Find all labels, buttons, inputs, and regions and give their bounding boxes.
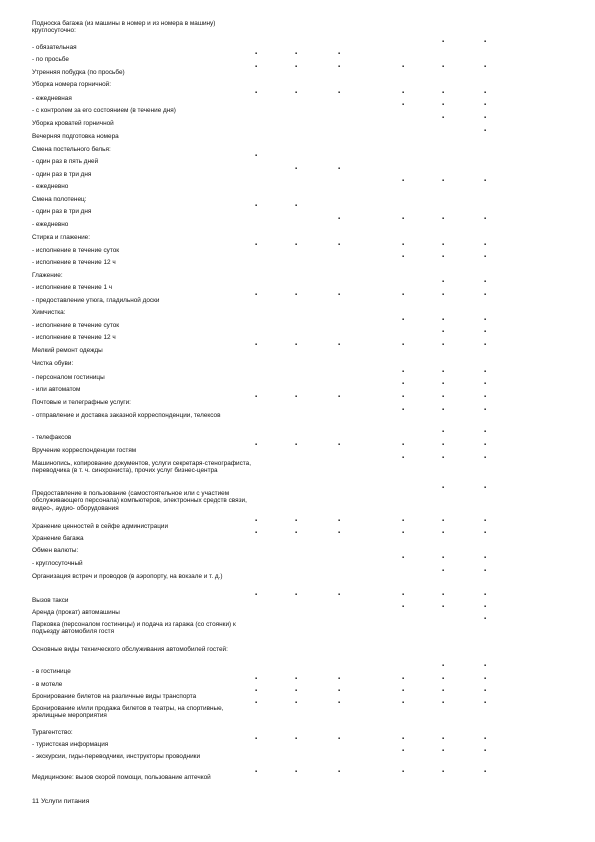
category-mark: ▪ [484, 369, 487, 375]
category-mark: ▪ [484, 381, 487, 387]
category-mark: ▪ [442, 292, 445, 298]
table-row [0, 279, 595, 295]
category-mark: ▪ [484, 242, 487, 248]
service-label: Глажение: [32, 272, 63, 279]
table-row [0, 115, 595, 131]
service-label: - по просьбе [32, 56, 69, 63]
category-mark: ▪ [338, 518, 341, 524]
category-mark: ▪ [295, 592, 298, 598]
table-row [0, 292, 595, 308]
table-row [0, 64, 595, 80]
service-label: - с контролем за его состоянием (в течение дня) [32, 107, 176, 114]
category-mark: ▪ [402, 676, 405, 682]
category-mark: ▪ [484, 90, 487, 96]
category-mark: ▪ [402, 455, 405, 461]
table-row [0, 736, 595, 752]
table-row [0, 309, 595, 320]
table-row [0, 688, 595, 704]
category-mark: ▪ [295, 394, 298, 400]
table-row [0, 381, 595, 397]
category-mark: ▪ [442, 700, 445, 706]
category-mark: ▪ [402, 604, 405, 610]
category-mark: ▪ [442, 407, 445, 413]
category-mark: ▪ [484, 178, 487, 184]
category-mark: ▪ [338, 394, 341, 400]
table-row [0, 90, 595, 106]
category-mark: ▪ [255, 90, 258, 96]
table-row [0, 39, 595, 55]
service-label: - в мотеле [32, 681, 63, 688]
service-label: - один раз в три дня [32, 208, 92, 215]
service-label: Парковка (персоналом гостиницы) и подача из гаража (со стоянки) к подъезду автомобиля гостя [32, 621, 236, 636]
category-mark: ▪ [255, 676, 258, 682]
category-mark: ▪ [442, 242, 445, 248]
table-row [0, 407, 595, 423]
service-label: - телефаксов [32, 434, 72, 441]
table-row [0, 700, 595, 720]
category-mark: ▪ [442, 592, 445, 598]
category-mark: ▪ [295, 442, 298, 448]
service-label: Турагентство: [32, 729, 73, 736]
service-label: Бронирование билетов на различные виды транспорта [32, 693, 197, 700]
service-label: Хранение ценностей в сейфе администрации [32, 523, 169, 530]
category-mark: ▪ [442, 317, 445, 323]
service-label: Организация встреч и проводов (в аэропорту, на вокзале и т. д.) [32, 573, 223, 580]
category-mark: ▪ [484, 128, 487, 134]
category-mark: ▪ [338, 736, 341, 742]
category-mark: ▪ [442, 485, 445, 491]
category-mark: ▪ [442, 429, 445, 435]
category-mark: ▪ [255, 442, 258, 448]
table-row [0, 272, 595, 283]
table-row [0, 530, 595, 546]
category-mark: ▪ [255, 530, 258, 536]
category-mark: ▪ [402, 555, 405, 561]
table-row [0, 592, 595, 608]
category-mark: ▪ [338, 530, 341, 536]
category-mark: ▪ [442, 568, 445, 574]
category-mark: ▪ [338, 216, 341, 222]
category-mark: ▪ [484, 700, 487, 706]
table-row [0, 663, 595, 679]
service-label: - исполнение в течение 1 ч [32, 284, 113, 291]
category-mark: ▪ [402, 442, 405, 448]
category-mark: ▪ [402, 736, 405, 742]
service-label: Предоставление в пользование (самостоятельное или с участием обслуживающего персонала) компьютеров, электронных средств связи, видео-, аудио- оборудования [32, 490, 247, 512]
category-mark: ▪ [484, 442, 487, 448]
category-mark: ▪ [338, 166, 341, 172]
category-mark: ▪ [295, 166, 298, 172]
category-mark: ▪ [442, 369, 445, 375]
service-label: Бронирование и/или продажа билетов в театры, на спортивные, зрелищные мероприятия [32, 705, 224, 720]
table-row [0, 216, 595, 232]
category-mark: ▪ [442, 442, 445, 448]
category-mark: ▪ [484, 530, 487, 536]
category-mark: ▪ [484, 518, 487, 524]
category-mark: ▪ [442, 688, 445, 694]
category-mark: ▪ [402, 64, 405, 70]
category-mark: ▪ [484, 485, 487, 491]
table-row [0, 748, 595, 764]
category-mark: ▪ [442, 748, 445, 754]
category-mark: ▪ [338, 676, 341, 682]
table-row [0, 369, 595, 385]
category-mark: ▪ [442, 676, 445, 682]
category-mark: ▪ [338, 90, 341, 96]
table-row [0, 317, 595, 333]
category-mark: ▪ [402, 292, 405, 298]
category-mark: ▪ [402, 317, 405, 323]
category-mark: ▪ [484, 568, 487, 574]
category-mark: ▪ [402, 178, 405, 184]
table-row [0, 196, 595, 207]
category-mark: ▪ [442, 178, 445, 184]
section-heading: 11 Услуги питания [32, 798, 90, 805]
category-mark: ▪ [255, 64, 258, 70]
service-label: Вызов такси [32, 597, 69, 604]
category-mark: ▪ [402, 688, 405, 694]
table-row [0, 254, 595, 270]
category-mark: ▪ [484, 329, 487, 335]
category-mark: ▪ [255, 592, 258, 598]
category-mark: ▪ [442, 381, 445, 387]
category-mark: ▪ [442, 90, 445, 96]
category-mark: ▪ [338, 64, 341, 70]
category-mark: ▪ [255, 153, 258, 159]
category-mark: ▪ [402, 102, 405, 108]
service-label: Смена полотенец: [32, 196, 87, 203]
service-label: Хранение багажа [32, 535, 84, 542]
category-mark: ▪ [484, 663, 487, 669]
service-label: Машинопись, копирование документов, услуги секретаря-стенографиста, переводчика (в т. ч. синхрониста), прочих услуг бизнес-центра [32, 460, 251, 475]
service-label: Обмен валюты: [32, 547, 79, 554]
service-label: Мелкий ремонт одежды [32, 347, 103, 354]
table-row [0, 360, 595, 371]
table-row [0, 455, 595, 475]
category-mark: ▪ [442, 254, 445, 260]
service-label: Подноска багажа (из машины в номер и из номера в машину) круглосуточно: [32, 20, 216, 35]
category-mark: ▪ [442, 769, 445, 775]
table-row [0, 547, 595, 558]
category-mark: ▪ [338, 700, 341, 706]
category-mark: ▪ [402, 769, 405, 775]
category-mark: ▪ [255, 700, 258, 706]
category-mark: ▪ [295, 736, 298, 742]
table-row [0, 242, 595, 258]
table-row [0, 146, 595, 157]
table-row [0, 102, 595, 118]
category-mark: ▪ [484, 604, 487, 610]
table-row [0, 81, 595, 92]
category-mark: ▪ [484, 279, 487, 285]
category-mark: ▪ [442, 102, 445, 108]
service-label: Аренда (прокат) автомашины [32, 609, 120, 616]
service-label: - ежедневно [32, 221, 69, 228]
category-mark: ▪ [442, 39, 445, 45]
service-label: - предоставление утюга, гладильной доски [32, 297, 160, 304]
service-label: - исполнение в течение суток [32, 322, 120, 329]
category-mark: ▪ [484, 592, 487, 598]
table-row [0, 178, 595, 194]
category-mark: ▪ [295, 90, 298, 96]
service-label: - один раз в пять дней [32, 158, 99, 165]
category-mark: ▪ [484, 429, 487, 435]
category-mark: ▪ [442, 394, 445, 400]
table-row [0, 51, 595, 67]
category-mark: ▪ [255, 203, 258, 209]
category-mark: ▪ [442, 555, 445, 561]
service-label: Уборка кроватей горничной [32, 120, 114, 127]
category-mark: ▪ [255, 736, 258, 742]
service-label: - круглосуточный [32, 560, 83, 567]
table-row [0, 203, 595, 219]
category-mark: ▪ [295, 688, 298, 694]
category-mark: ▪ [338, 688, 341, 694]
category-mark: ▪ [484, 292, 487, 298]
table-row [0, 234, 595, 245]
table-row [0, 128, 595, 144]
category-mark: ▪ [442, 279, 445, 285]
category-mark: ▪ [295, 530, 298, 536]
category-mark: ▪ [484, 64, 487, 70]
category-mark: ▪ [402, 342, 405, 348]
category-mark: ▪ [442, 216, 445, 222]
category-mark: ▪ [255, 769, 258, 775]
category-mark: ▪ [484, 394, 487, 400]
category-mark: ▪ [442, 115, 445, 121]
category-mark: ▪ [442, 64, 445, 70]
category-mark: ▪ [484, 216, 487, 222]
category-mark: ▪ [338, 442, 341, 448]
table-row [0, 442, 595, 458]
category-mark: ▪ [442, 518, 445, 524]
category-mark: ▪ [484, 342, 487, 348]
service-label: Стирка и глажение: [32, 234, 91, 241]
service-label: - ежедневная [32, 95, 72, 102]
category-mark: ▪ [484, 254, 487, 260]
category-mark: ▪ [402, 242, 405, 248]
table-row [0, 429, 595, 445]
category-mark: ▪ [402, 394, 405, 400]
service-label: Вручение корреспонденции гостям [32, 447, 137, 454]
service-label: - туристская информация [32, 741, 109, 748]
category-mark: ▪ [295, 292, 298, 298]
service-label: Почтовые и телеграфные услуги: [32, 399, 131, 406]
category-mark: ▪ [484, 455, 487, 461]
service-label: Уборка номера горничной: [32, 81, 112, 88]
table-row [0, 20, 595, 35]
category-mark: ▪ [295, 700, 298, 706]
category-mark: ▪ [442, 736, 445, 742]
category-mark: ▪ [484, 102, 487, 108]
category-mark: ▪ [402, 748, 405, 754]
category-mark: ▪ [402, 254, 405, 260]
table-row [0, 342, 595, 358]
service-label: Основные виды технического обслуживания автомобилей гостей: [32, 646, 228, 653]
table-row [0, 166, 595, 182]
category-mark: ▪ [484, 407, 487, 413]
service-label: - в гостинице [32, 668, 71, 675]
category-mark: ▪ [255, 394, 258, 400]
category-mark: ▪ [295, 518, 298, 524]
table-row [0, 769, 595, 785]
table-row [0, 568, 595, 584]
service-label: - персоналом гостиницы [32, 374, 105, 381]
category-mark: ▪ [402, 381, 405, 387]
category-mark: ▪ [442, 455, 445, 461]
category-mark: ▪ [402, 530, 405, 536]
category-mark: ▪ [255, 51, 258, 57]
category-mark: ▪ [402, 700, 405, 706]
section-heading-row [0, 798, 595, 809]
category-mark: ▪ [255, 242, 258, 248]
table-row [0, 729, 595, 740]
category-mark: ▪ [484, 676, 487, 682]
category-mark: ▪ [442, 663, 445, 669]
service-label: Утренняя побудка (по просьбе) [32, 69, 125, 76]
table-row [0, 394, 595, 410]
table-row [0, 616, 595, 636]
service-label: Химчистка: [32, 309, 66, 316]
category-mark: ▪ [442, 329, 445, 335]
service-label: - экскурсии, гиды-переводчики, инструкторы проводники [32, 753, 201, 760]
service-label: Вечерняя подготовка номера [32, 133, 119, 140]
table-row [0, 518, 595, 534]
category-mark: ▪ [338, 592, 341, 598]
service-label: - отправление и доставка заказной корреспонденции, телексов [32, 412, 221, 419]
category-mark: ▪ [295, 342, 298, 348]
category-mark: ▪ [442, 530, 445, 536]
service-label: - один раз в три дня [32, 171, 92, 178]
category-mark: ▪ [295, 676, 298, 682]
category-mark: ▪ [295, 769, 298, 775]
category-mark: ▪ [338, 242, 341, 248]
category-mark: ▪ [402, 369, 405, 375]
category-mark: ▪ [442, 342, 445, 348]
table-row [0, 555, 595, 571]
category-mark: ▪ [338, 342, 341, 348]
category-mark: ▪ [442, 604, 445, 610]
category-mark: ▪ [295, 203, 298, 209]
service-label: Смена постельного белья: [32, 146, 111, 153]
category-mark: ▪ [484, 736, 487, 742]
table-row [0, 646, 595, 657]
category-mark: ▪ [255, 518, 258, 524]
table-row [0, 676, 595, 692]
category-mark: ▪ [255, 342, 258, 348]
table-row [0, 153, 595, 169]
category-mark: ▪ [484, 39, 487, 45]
category-mark: ▪ [484, 616, 487, 622]
category-mark: ▪ [338, 292, 341, 298]
category-mark: ▪ [484, 688, 487, 694]
table-row [0, 604, 595, 620]
category-mark: ▪ [338, 51, 341, 57]
service-label: - исполнение в течение 12 ч [32, 334, 116, 341]
category-mark: ▪ [402, 518, 405, 524]
category-mark: ▪ [484, 317, 487, 323]
service-label: - ежедневно [32, 183, 69, 190]
service-label: Чистка обуви: [32, 360, 74, 367]
service-label: - исполнение в течение суток [32, 247, 120, 254]
service-label: - или автоматом [32, 386, 81, 393]
category-mark: ▪ [402, 90, 405, 96]
service-label: - исполнение в течение 12 ч [32, 259, 116, 266]
category-mark: ▪ [402, 592, 405, 598]
table-row [0, 329, 595, 345]
category-mark: ▪ [402, 216, 405, 222]
category-mark: ▪ [295, 64, 298, 70]
category-mark: ▪ [295, 242, 298, 248]
category-mark: ▪ [338, 769, 341, 775]
service-label: - обязательная [32, 44, 77, 51]
category-mark: ▪ [484, 769, 487, 775]
category-mark: ▪ [255, 688, 258, 694]
category-mark: ▪ [295, 51, 298, 57]
category-mark: ▪ [255, 292, 258, 298]
category-mark: ▪ [484, 555, 487, 561]
table-row [0, 485, 595, 512]
service-label: Медицинские: вызов скорой помощи, пользование аптечкой [32, 774, 211, 781]
category-mark: ▪ [484, 115, 487, 121]
category-mark: ▪ [484, 748, 487, 754]
category-mark: ▪ [402, 407, 405, 413]
